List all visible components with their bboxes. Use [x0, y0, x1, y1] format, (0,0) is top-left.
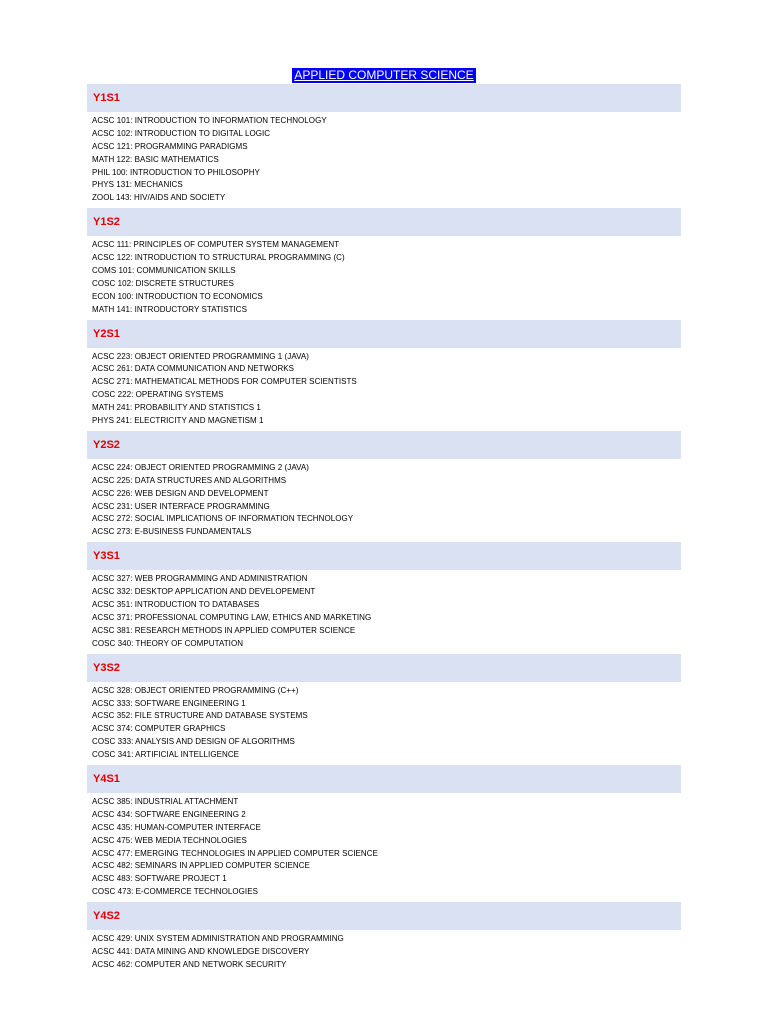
course-item: ZOOL 143: HIV/AIDS AND SOCIETY — [92, 193, 226, 203]
title-wrapper — [87, 66, 681, 84]
course-list — [87, 793, 681, 902]
course-item: PHIL 100: INTRODUCTION TO PHILOSOPHY — [92, 167, 260, 177]
course-item: ACSC 429: UNIX SYSTEM ADMINISTRATION AND PROGRAMMING — [92, 934, 344, 944]
course-item: ACSC 121: PROGRAMMING PARADIGMS — [92, 141, 248, 151]
course-list — [87, 348, 681, 431]
document-title: APPLIED COMPUTER SCIENCE — [294, 68, 474, 82]
course-item: ACSC 483: SOFTWARE PROJECT 1 — [92, 874, 227, 884]
course-item: MATH 141: INTRODUCTORY STATISTICS — [92, 304, 248, 314]
semester-header: Y4S2 — [87, 902, 681, 930]
semester-sections — [87, 84, 681, 975]
course-item: ACSC 332: DESKTOP APPLICATION AND DEVELOPEMENT — [92, 587, 316, 597]
course-item: ACSC 111: PRINCIPLES OF COMPUTER SYSTEM MANAGEMENT — [92, 240, 340, 250]
course-item: ACSC 333: SOFTWARE ENGINEERING 1 — [92, 698, 246, 708]
course-item: ACSC 435: HUMAN-COMPUTER INTERFACE — [92, 822, 261, 832]
course-item: ACSC 327: WEB PROGRAMMING AND ADMINISTRATION — [92, 574, 308, 584]
course-item: COSC 473: E-COMMERCE TECHNOLOGIES — [92, 887, 258, 897]
semester-section — [87, 431, 681, 542]
course-item: COSC 222: OPERATING SYSTEMS — [92, 390, 224, 400]
semester-header: Y2S2 — [87, 431, 681, 459]
course-item: ACSC 223: OBJECT ORIENTED PROGRAMMING 1 (JAVA) — [92, 351, 310, 361]
course-list — [87, 682, 681, 765]
semester-section — [87, 765, 681, 902]
course-item: ACSC 477: EMERGING TECHNOLOGIES IN APPLIED COMPUTER SCIENCE — [92, 848, 378, 858]
course-item: ACSC 102: INTRODUCTION TO DIGITAL LOGIC — [92, 128, 271, 138]
course-item: ACSC 271: MATHEMATICAL METHODS FOR COMPUTER SCIENTISTS — [92, 377, 357, 387]
course-list — [87, 112, 681, 208]
course-list — [87, 236, 681, 319]
course-item: ACSC 328: OBJECT ORIENTED PROGRAMMING (C++) — [92, 685, 299, 695]
course-item: ACSC 381: RESEARCH METHODS IN APPLIED COMPUTER SCIENCE — [92, 625, 356, 635]
course-item: ACSC 231: USER INTERFACE PROGRAMMING — [92, 501, 270, 511]
course-item: ACSC 226: WEB DESIGN AND DEVELOPMENT — [92, 488, 269, 498]
course-item: ACSC 101: INTRODUCTION TO INFORMATION TECHNOLOGY — [92, 116, 327, 125]
semester-header: Y3S1 — [87, 542, 681, 570]
course-item: COSC 341: ARTIFICIAL INTELLIGENCE — [92, 750, 240, 760]
semester-section — [87, 320, 681, 431]
course-item: ACSC 441: DATA MINING AND KNOWLEDGE DISCOVERY — [92, 946, 310, 956]
semester-header: Y4S1 — [87, 765, 681, 793]
semester-section — [87, 208, 681, 319]
course-item: ACSC 273: E-BUSINESS FUNDAMENTALS — [92, 527, 252, 537]
semester-section — [87, 902, 681, 975]
course-item: ACSC 224: OBJECT ORIENTED PROGRAMMING 2 (JAVA) — [92, 462, 310, 472]
course-item: ACSC 374: COMPUTER GRAPHICS — [92, 724, 226, 734]
course-item: COSC 333: ANALYSIS AND DESIGN OF ALGORITHMS — [92, 737, 295, 747]
course-item: ACSC 482: SEMINARS IN APPLIED COMPUTER SCIENCE — [92, 861, 310, 871]
course-item: ECON 100: INTRODUCTION TO ECONOMICS — [92, 291, 263, 301]
semester-header: Y2S1 — [87, 320, 681, 348]
course-item: COMS 101: COMMUNICATION SKILLS — [92, 266, 236, 276]
course-item: ACSC 351: INTRODUCTION TO DATABASES — [92, 600, 260, 610]
course-item: ACSC 272: SOCIAL IMPLICATIONS OF INFORMATION TECHNOLOGY — [92, 514, 354, 524]
document-page — [87, 0, 681, 975]
course-item: ACSC 352: FILE STRUCTURE AND DATABASE SYSTEMS — [92, 711, 308, 721]
semester-section — [87, 542, 681, 653]
semester-header: Y1S2 — [87, 208, 681, 236]
course-item: ACSC 434: SOFTWARE ENGINEERING 2 — [92, 809, 246, 819]
course-item: ACSC 462: COMPUTER AND NETWORK SECURITY — [92, 959, 287, 969]
semester-header: Y1S1 — [87, 84, 681, 112]
course-item: ACSC 225: DATA STRUCTURES AND ALGORITHMS — [92, 475, 287, 485]
course-item: PHYS 131: MECHANICS — [92, 180, 183, 190]
course-item: ACSC 261: DATA COMMUNICATION AND NETWORKS — [92, 364, 295, 374]
course-item: MATH 122: BASIC MATHEMATICS — [92, 154, 219, 164]
course-item: MATH 241: PROBABILITY AND STATISTICS 1 — [92, 403, 261, 413]
course-item: ACSC 475: WEB MEDIA TECHNOLOGIES — [92, 835, 247, 845]
course-item: COSC 340: THEORY OF COMPUTATION — [92, 638, 244, 648]
semester-header: Y3S2 — [87, 654, 681, 682]
course-item: ACSC 371: PROFESSIONAL COMPUTING LAW, ETHICS AND MARKETING — [92, 612, 372, 622]
course-item: ACSC 385: INDUSTRIAL ATTACHMENT — [92, 796, 239, 806]
course-item: PHYS 241: ELECTRICITY AND MAGNETISM 1 — [92, 416, 264, 426]
semester-section — [87, 654, 681, 765]
course-item: COSC 102: DISCRETE STRUCTURES — [92, 278, 234, 288]
course-item: ACSC 122: INTRODUCTION TO STRUCTURAL PROGRAMMING (C) — [92, 253, 345, 263]
course-list — [87, 459, 681, 542]
course-list — [87, 570, 681, 653]
semester-section — [87, 84, 681, 208]
course-list — [87, 930, 681, 975]
